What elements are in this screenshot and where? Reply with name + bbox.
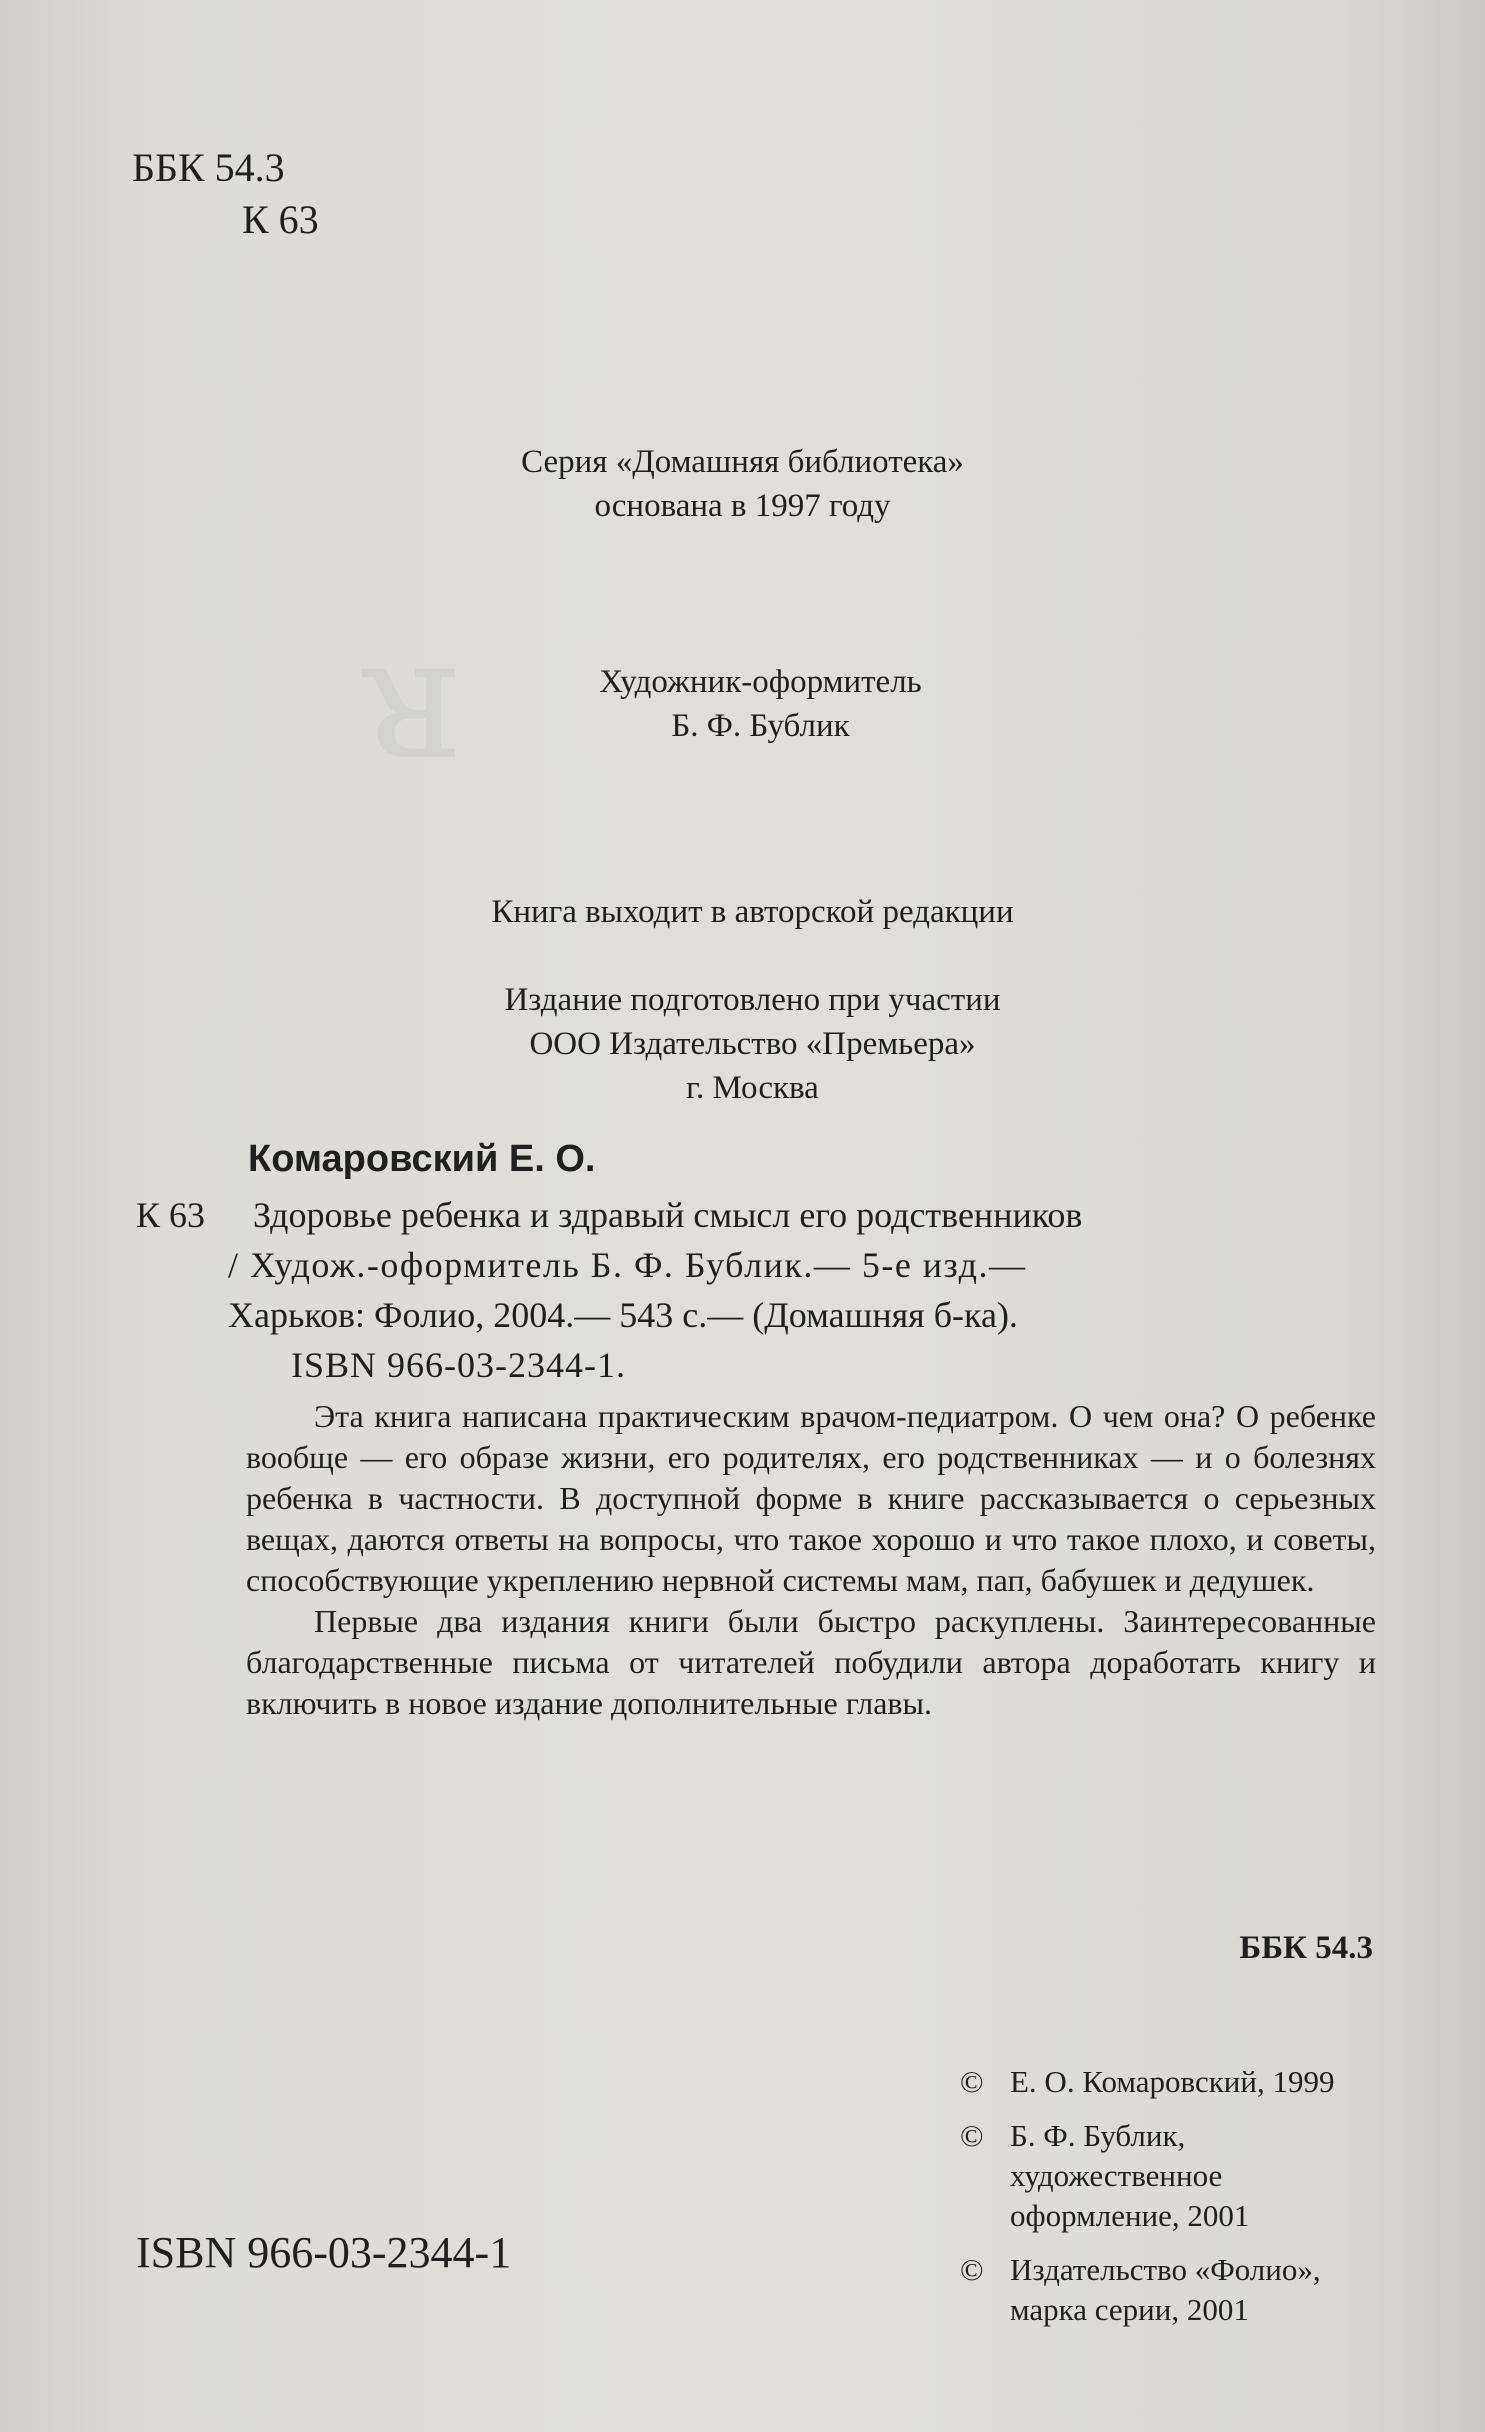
catalog-sign: К 63 [136, 1195, 206, 1235]
catalog-line3: Харьков: Фолио, 2004.— 543 с.— (Домашняя б-ка). [228, 1295, 1018, 1335]
artist-info [18, 660, 1485, 748]
copyright-block [960, 2062, 1370, 2344]
artist-name: Б. Ф. Бублик [671, 708, 850, 744]
bleed-through: ᴚ [360, 600, 461, 798]
series-founded: основана в 1997 году [594, 488, 891, 524]
copyright-artist: © Б. Ф. Бублик, художественное оформление, 2001 [960, 2116, 1370, 2236]
artist-role: Художник-оформитель [599, 664, 922, 700]
isbn-bottom: ISBN 966-03-2344-1 [136, 2228, 512, 2277]
series-name: Серия «Домашняя библиотека» [521, 444, 964, 480]
catalog-author: Комаровский Е. О. [248, 1138, 596, 1180]
publisher-note [10, 978, 1485, 1110]
copyright-icon: © [960, 2252, 984, 2287]
series-info [0, 440, 1485, 528]
publisher-note-line3: г. Москва [686, 1070, 819, 1106]
publisher-note-line1: Издание подготовлено при участии [504, 982, 1001, 1018]
catalog-entry [136, 1190, 1376, 1390]
copyright-publisher: © Издательство «Фолио», марка серии, 2001 [960, 2250, 1370, 2330]
copyright-icon: © [960, 2118, 984, 2153]
copyright-icon: © [960, 2064, 984, 2099]
author-sign: К 63 [242, 197, 319, 242]
catalog-title: Здоровье ребенка и здравый смысл его родственников [253, 1195, 1083, 1235]
bbk-code-bottom: ББК 54.3 [1239, 1930, 1373, 1966]
catalog-isbn: ISBN 966-03-2344-1. [291, 1345, 626, 1385]
annotation-paragraph-1: Эта книга написана практическим врачом-педиатром. О чем она? О ребенке вообще — его образе жизни, его родителях, его родственниках — и о болезнях ребенка в частности. В доступной форме в книге рассказывается о серьезных вещах, даются ответы на вопросы, что такое хорошо и что такое плохо, и советы, способствующие укреплению нервной системы мам, пап, бабушек и дедушек. [246, 1398, 1376, 1598]
annotation-paragraph-2: Первые два издания книги были быстро раскуплены. Заинтересованные благодарственные письма от читателей побудили автора доработать книгу и включить в новое издание дополнительные главы. [246, 1603, 1376, 1721]
classification-block [132, 142, 319, 246]
catalog-line2: / Худож.-оформитель Б. Ф. Бублик.— 5-е изд.— [228, 1245, 1027, 1285]
publisher-note-line2: ООО Издательство «Премьера» [529, 1026, 976, 1062]
copyright-author: © Е. О. Комаровский, 1999 [960, 2062, 1370, 2102]
bbk-code: ББК 54.3 [132, 145, 285, 190]
catalog-title-line [136, 1190, 1376, 1240]
editorial-note: Книга выходит в авторской редакции [491, 894, 1014, 930]
annotation [246, 1396, 1376, 1724]
